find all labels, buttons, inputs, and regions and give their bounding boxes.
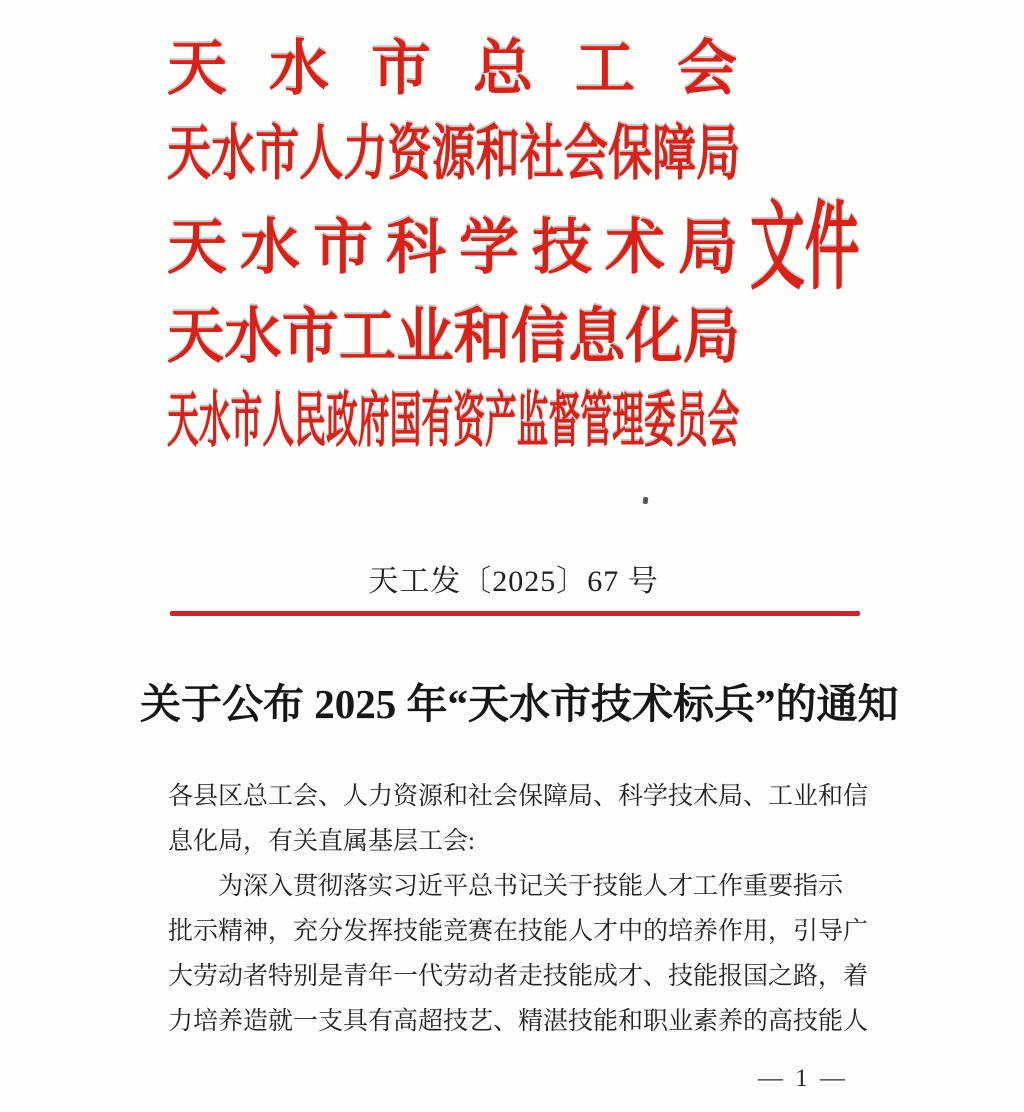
document-body [168, 774, 878, 1044]
paragraph-line: 为深入贯彻落实习近平总书记关于技能人才工作重要指示 [218, 873, 844, 900]
document-title: 关于公布 2025 年“天水市技术标兵”的通知 [140, 681, 899, 727]
scan-speck [643, 497, 649, 505]
page-number: — 1 — [758, 1065, 848, 1092]
paragraph-line: 批示精神，充分发挥技能竞赛在技能人才中的培养作用，引导广 [168, 918, 869, 945]
issuer-line-science-technology-bureau: 天水市科学技术局 [167, 215, 751, 281]
recipients-line-continued: 息化局，有关直属基层工会: [168, 828, 475, 855]
issuer-line-state-assets-supervision-commission: 天水市人民政府国有资产监督管理委员会 [167, 388, 740, 454]
issuer-line-industry-information-bureau: 天水市工业和信息化局 [167, 304, 740, 370]
issuer-line-federation-of-trade-unions: 天水市总工会 [167, 36, 779, 102]
document-reference-number: 天工发〔2025〕67 号 [368, 565, 659, 598]
document-type-label: 文件 [750, 194, 860, 301]
paragraph-line: 大劳动者特别是青年一代劳动者走技能成才、技能报国之路，着 [168, 963, 869, 990]
recipients-line: 各县区总工会、人力资源和社会保障局、科学技术局、工业和信 [168, 783, 869, 810]
issuer-line-human-resources-social-security-bureau: 天水市人力资源和社会保障局 [167, 121, 741, 187]
red-header-divider [170, 611, 860, 616]
paragraph-line: 力培养造就一支具有高超技艺、精湛技能和职业素养的高技能人 [168, 1008, 869, 1035]
